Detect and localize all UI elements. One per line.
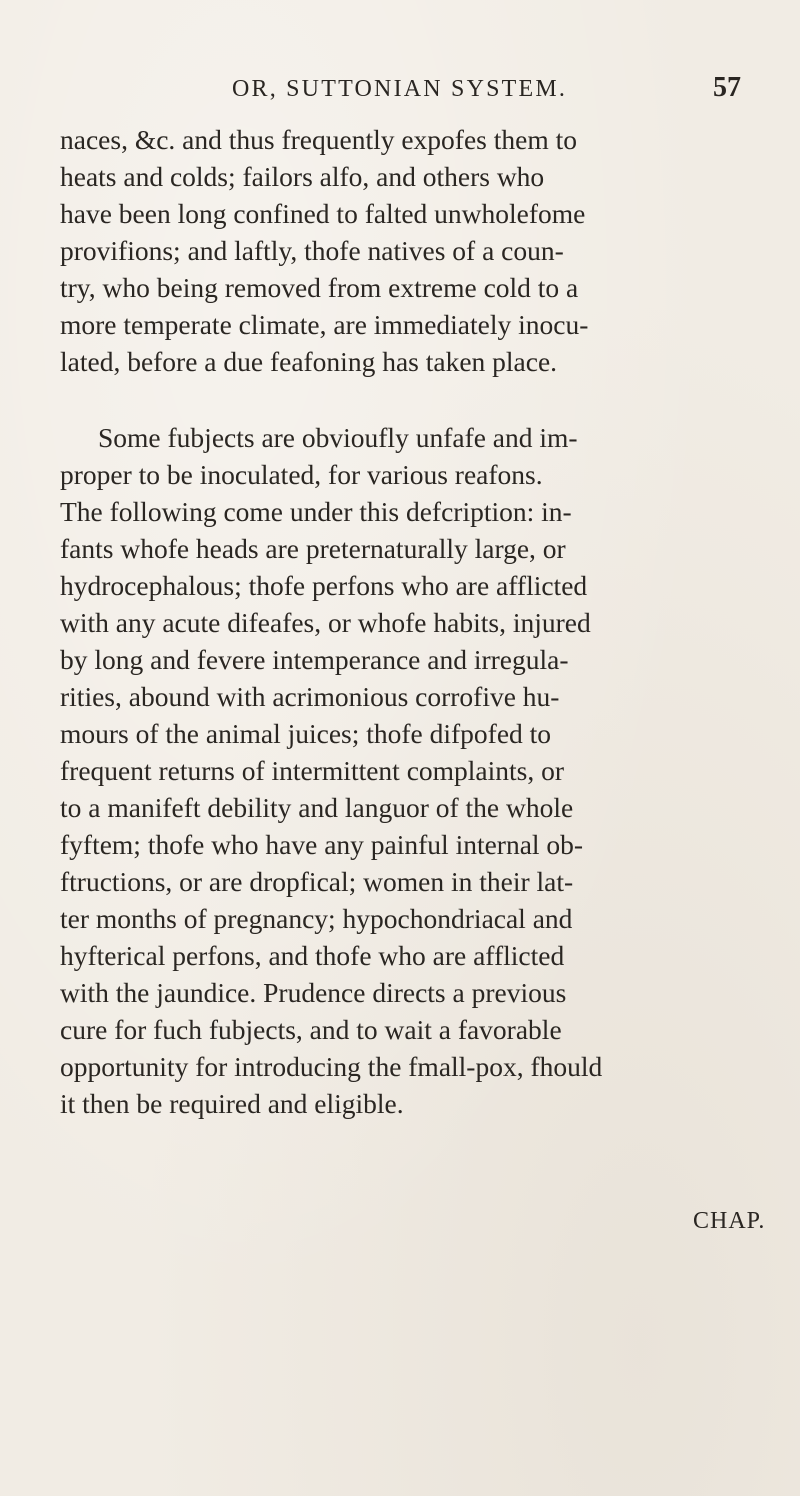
- text-line: lated, before a due feafoning has taken place.: [60, 346, 558, 377]
- text-line: fyftem; thofe who have any painful internal ob-: [60, 829, 584, 860]
- text-line: naces, &c. and thus frequently expofes them to: [60, 124, 577, 155]
- text-line: opportunity for introducing the fmall-pox, fhould: [60, 1051, 603, 1082]
- text-line: cure for fuch fubjects, and to wait a favorable: [60, 1014, 562, 1045]
- text-line: fants whofe heads are preternaturally large, or: [60, 533, 566, 564]
- text-line: it then be required and eligible.: [60, 1088, 404, 1119]
- text-line: frequent returns of intermittent complaints, or: [60, 755, 565, 786]
- text-line: Some fubjects are obvioufly unfafe and im-: [98, 422, 578, 453]
- page-number: 57: [713, 72, 741, 103]
- text-line: hyfterical perfons, and thofe who are afflicted: [60, 940, 565, 971]
- text-line: more temperate climate, are immediately inocu-: [60, 309, 589, 340]
- text-line: heats and colds; failors alfo, and others who: [60, 161, 545, 192]
- text-line: mours of the animal juices; thofe difpofed to: [60, 718, 552, 749]
- text-line: to a manifeft debility and languor of the whole: [60, 792, 574, 823]
- catchword: CHAP.: [693, 1208, 766, 1234]
- text-line: The following come under this defcription: in-: [60, 496, 572, 527]
- text-line: have been long confined to falted unwholefome: [60, 198, 586, 229]
- text-line: rities, abound with acrimonious corrofive hu-: [60, 681, 560, 712]
- text-line: with the jaundice. Prudence directs a previous: [60, 977, 567, 1008]
- text-line: ter months of pregnancy; hypochondriacal and: [60, 903, 573, 934]
- running-title: OR, SUTTONIAN SYSTEM.: [232, 76, 568, 102]
- text-line: provifions; and laftly, thofe natives of a coun-: [60, 235, 564, 266]
- running-head: [0, 72, 800, 112]
- text-line: ftructions, or are dropfical; women in their lat-: [60, 866, 574, 897]
- text-line: proper to be inoculated, for various reafons.: [60, 459, 543, 490]
- text-line: by long and fevere intemperance and irregula-: [60, 644, 569, 675]
- text-line: try, who being removed from extreme cold to a: [60, 272, 579, 303]
- text-line: with any acute difeafes, or whofe habits, injured: [60, 607, 591, 638]
- text-line: hydrocephalous; thofe perfons who are afflicted: [60, 570, 588, 601]
